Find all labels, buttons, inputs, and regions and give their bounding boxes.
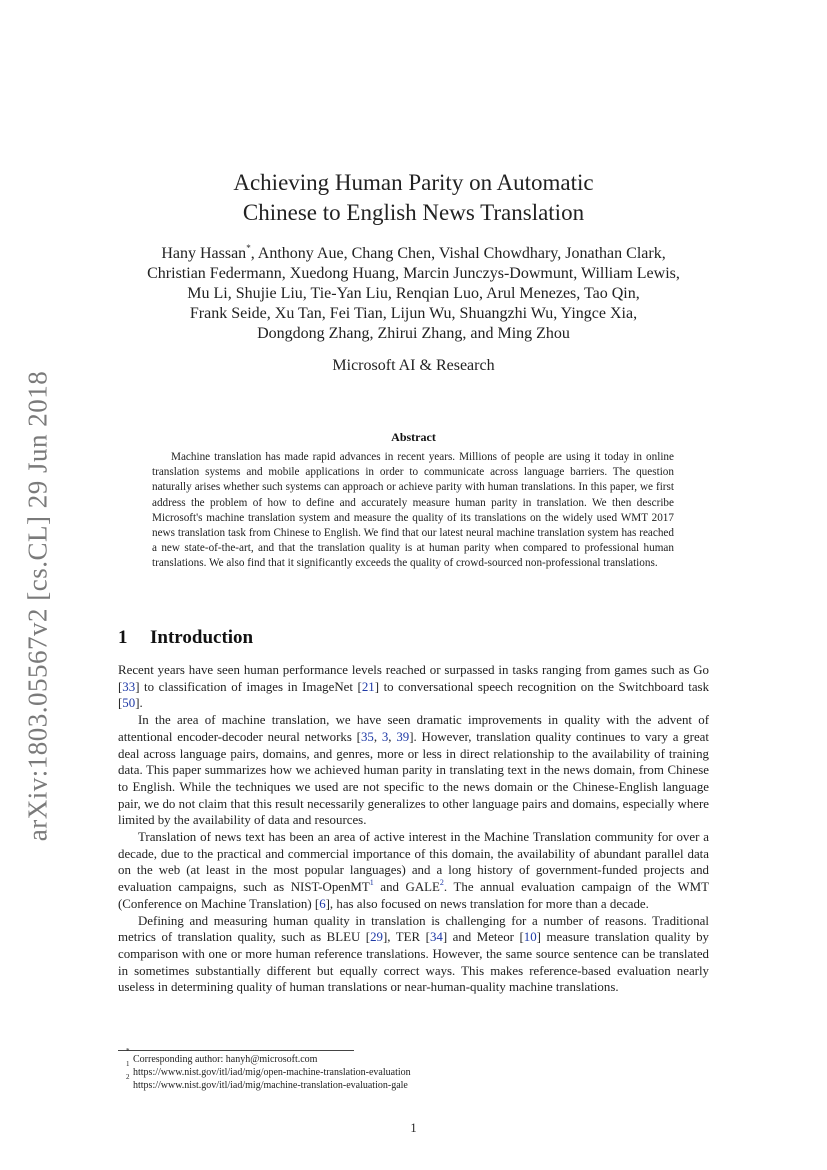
footnote-ref[interactable]: 1 [369, 878, 374, 888]
citation-link[interactable]: 50 [122, 696, 136, 711]
title-line-1: Achieving Human Parity on Automatic [233, 170, 594, 195]
first-author: Hany Hassan [161, 245, 247, 262]
citation-link[interactable]: 33 [122, 679, 136, 694]
citation-link[interactable]: 34 [429, 930, 443, 945]
citation-link[interactable]: 35 [360, 729, 374, 744]
section-number: 1 [118, 627, 128, 648]
page-number: 1 [410, 1121, 417, 1135]
abstract-text: Machine translation has made rapid advances in recent years. Millions of people are using it today in online translation systems and mobile applications in order to communicate across language barriers. The question naturally arises whether such systems can approach or achieve parity with human translations. In this paper, we first address the problem of how to define and accurately measure human parity in translation. We then describe Microsoft's machine translation system and measure the quality of its translations on the widely used WMT 2017 news translation task from Chinese to English. We find that our latest neural machine translation system has reached a new state-of-the-art, and that the translation quality is at human parity when compared to professional human translations. We also find that it significantly exceeds the quality of crowd-sourced non-professional translations. [152, 451, 674, 570]
body-text [118, 662, 709, 996]
footnote-2-url[interactable]: https://www.nist.gov/itl/iad/mig/machine-translation-evaluation-gale [133, 1080, 408, 1091]
paragraph-2: In the area of machine translation, we have seen dramatic improvements in quality with the advent of attentional encoder-decoder neural networks [35, 3, 39]. However, translation quality continues to vary a great deal across language pairs, domains, and genres, more or less in direct relationship to the availability of training data. This paper summarizes how we achieved human parity in translating text in the news domain, from Chinese to English. While the techniques we used are not specific to the news domain or the Chinese-English language pair, we do not claim that this result necessarily generalizes to other language pairs and domains, especially where limited by the availability of data and resources. [118, 713, 709, 828]
citation-link[interactable]: 3 [381, 729, 389, 744]
footnote-1: 1 https://www.nist.gov/itl/iad/mig/open-machine-translation-evaluation [126, 1060, 411, 1078]
paragraph-3: Translation of news text has been an area of active interest in the Machine Translation community for over a decade, due to the practical and commercial importance of this domain, the availability of abundant parallel data on the web (at least in the most popular languages) and a long history of government-funded projects and evaluation campaigns, such as NIST-OpenMT$^1$ and GALE$^2$. The annual evaluation campaign of the WMT (Conference on Machine Translation) [6], has also focused on news translation for more than a decade. [118, 830, 709, 911]
author-line-5: Dongdong Zhang, Zhirui Zhang, and Ming Zhou [257, 325, 570, 342]
footnote-divider [118, 1050, 354, 1051]
author-line-1 [0, 244, 827, 264]
citation-link[interactable]: 6 [319, 896, 326, 911]
section-title: Introduction [150, 627, 254, 648]
citation-link[interactable]: 10 [523, 930, 537, 945]
affiliation: Microsoft AI & Research [332, 357, 495, 374]
arxiv-stamp-text: arXiv:1803.05567v2 [cs.CL] 29 Jun 2018 [22, 370, 53, 842]
author-list [0, 244, 827, 344]
author-line-4: Frank Seide, Xu Tan, Fei Tian, Lijun Wu, Shuangzhi Wu, Yingce Xia, [189, 305, 638, 322]
corresponding-author-mark: * [246, 243, 251, 253]
footnotes [126, 1047, 693, 1092]
paper-title [0, 168, 827, 228]
author-line-2: Christian Federmann, Xuedong Huang, Marcin Junczys-Dowmunt, William Lewis, [147, 265, 680, 282]
citation-link[interactable]: 29 [370, 930, 383, 945]
title-line-2: Chinese to English News Translation [242, 200, 585, 225]
author-line-1-rest: , Anthony Aue, Chang Chen, Vishal Chowdhary, Jonathan Clark, [250, 245, 666, 262]
author-line-3: Mu Li, Shujie Liu, Tie-Yan Liu, Renqian Luo, Arul Menezes, Tao Qin, [187, 285, 640, 302]
paragraph-4: Defining and measuring human quality in translation is challenging for a number of reasons. Traditional metrics of translation quality, such as BLEU [29], TER [34] and Meteor [10] measure translation quality by comparison with one or more human reference translations. However, the same source sentence can be translated in sometimes substantially different but equally correct ways. This makes reference-based evaluation nearly useless in determining quality of human translations or near-human-quality machine translations. [118, 913, 710, 995]
footnote-ref[interactable]: 2 [439, 878, 444, 888]
paragraph-1: Recent years have seen human performance levels reached or surpassed in tasks ranging from games such as Go [33] to classification of images in ImageNet [21] to conversational speech recognition on the Switchboard task [50]. [118, 663, 710, 711]
citation-link[interactable]: 39 [396, 729, 410, 744]
footnote-corresponding: * Corresponding author: hanyh@microsoft.com [126, 1047, 318, 1065]
section-heading [118, 627, 253, 649]
footnote-1-url[interactable]: https://www.nist.gov/itl/iad/mig/open-machine-translation-evaluation [133, 1067, 411, 1078]
abstract-heading: Abstract [391, 430, 436, 444]
footnote-2: 2 https://www.nist.gov/itl/iad/mig/machine-translation-evaluation-gale [126, 1073, 408, 1091]
citation-link[interactable]: 21 [361, 679, 375, 694]
